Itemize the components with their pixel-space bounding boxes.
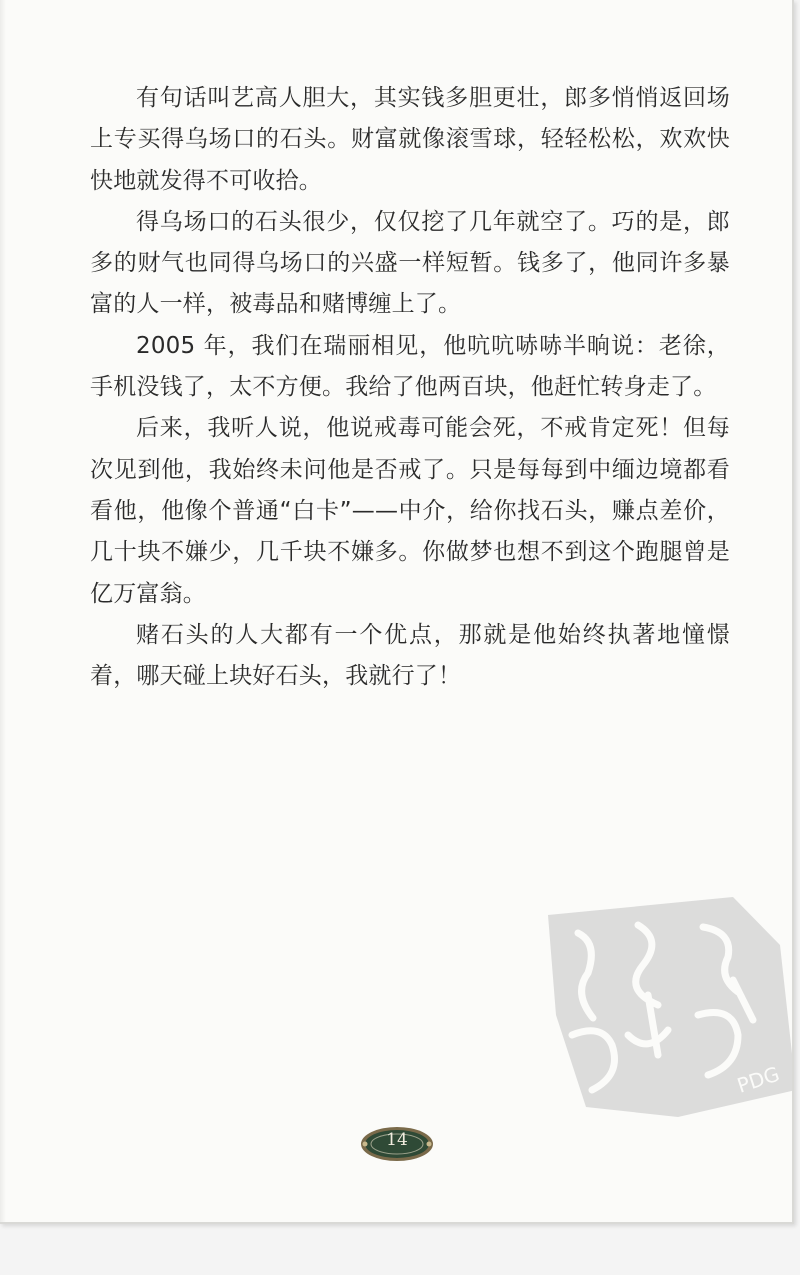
- paragraph-3: 2005 年，我们在瑞丽相见，他吭吭哧哧半晌说：老徐，手机没钱了，太不方便。我给了他两百块，他赶忙转身走了。: [90, 332, 730, 401]
- watermark-mark: PDG: [734, 1061, 783, 1098]
- page-number-badge: [359, 1124, 435, 1164]
- scan-edge-shadow: [0, 0, 6, 1222]
- paragraph-1: 有句话叫艺高人胆大，其实钱多胆更壮，郎多悄悄返回场上专买得乌场口的石头。财富就像滚雪球，轻轻松松，欢欢快快地就发得不可收拾。: [90, 85, 730, 194]
- library-seal-watermark: [528, 885, 794, 1125]
- paragraph-2: 得乌场口的石头很少，仅仅挖了几年就空了。巧的是，郎多的财气也同得乌场口的兴盛一样短暂。钱多了，他同许多暴富的人一样，被毒品和赌博缠上了。: [90, 208, 730, 318]
- paragraph-5: 赌石头的人大都有一个优点，那就是他始终执著地憧憬着，哪天碰上块好石头，我就行了！: [90, 621, 730, 690]
- seal-icon: [528, 885, 794, 1125]
- page-number: 14: [386, 1130, 408, 1150]
- body-text: [90, 78, 730, 697]
- paragraph-4: 后来，我听人说，他说戒毒可能会死，不戒肯定死！但每次见到他，我始终未问他是否戒了。只是每每到中缅边境都看看他，他像个普通“白卡”——中介，给你找石头，赚点差价，几十块不嫌少，几千块不嫌多。你做梦也想不到这个跑腿曾是亿万富翁。: [90, 415, 730, 607]
